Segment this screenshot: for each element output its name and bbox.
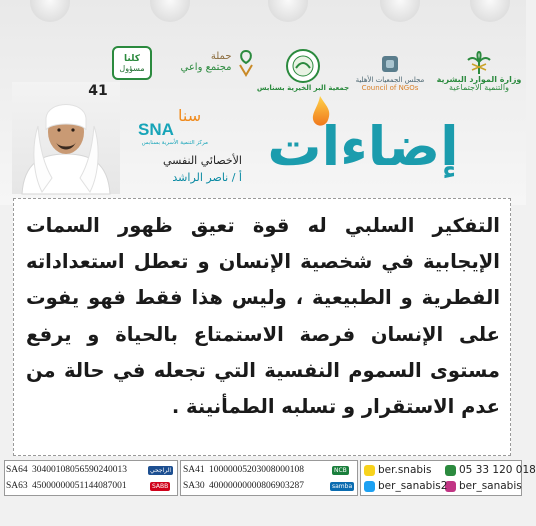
- campaign-line1: حملة: [210, 51, 232, 62]
- bank-name: NCB: [334, 467, 347, 474]
- ministry-name-line2: والتنمية الاجتماعية: [449, 83, 509, 92]
- twitter-icon: [364, 481, 375, 492]
- charity-emblem-icon: [285, 48, 321, 84]
- kulluna-line1: كلنا: [124, 53, 140, 64]
- council-icon: [378, 52, 402, 76]
- account-code: SA64: [6, 465, 28, 475]
- account-code: SA63: [6, 481, 28, 491]
- bank-name: SABB: [152, 483, 169, 490]
- presenter-role: الأخصائي النفسي: [162, 154, 242, 167]
- kulluna-logo: [112, 46, 152, 80]
- body-paragraph: التفكير السلبي له قوة تعيق ظهور السمات الإيجابية في شخصية الإنسان و تعطل استعداداته الفطرية و الطبيعية ، وليس هذا فقط فهو يفوت على الإنسان فرصة الاستمتاع بالحياة و يرفع مستوى السموم النفسية التي تجعله في حالة من عدم الاستقرار و تسلبه الطمأنينة .: [26, 214, 500, 419]
- program-title-text: إضاءات: [267, 115, 459, 178]
- charity-logo: [256, 30, 350, 92]
- presenter-name: أ / ناصر الراشد: [172, 171, 242, 184]
- program-title: [248, 96, 478, 184]
- sna-logo: [138, 108, 208, 152]
- snapchat-icon: [364, 465, 375, 476]
- bank-name: الراجحي: [150, 467, 172, 474]
- campaign-emblem-icon: [236, 47, 256, 77]
- phone-icon: [445, 465, 456, 476]
- campaign-line2: مجتمع واعي: [180, 62, 232, 73]
- council-name-ar: مجلس الجمعيات الأهلية: [355, 76, 425, 84]
- charity-name: جمعية البر الخيرية بسنابس: [256, 84, 350, 92]
- kulluna-line2: مسؤول: [119, 63, 145, 73]
- contact-text: ber_sanabis2: [378, 480, 448, 492]
- council-name-en: Council of NGOs: [361, 84, 419, 92]
- account-number: 40000000000806903287: [209, 481, 304, 491]
- sna-logo-arabic: سنا: [178, 106, 202, 125]
- contact-text: ber.snabis: [378, 464, 432, 476]
- contact-text: ber_sanabis: [459, 480, 522, 492]
- council-logo: [350, 34, 430, 92]
- account-code: SA30: [183, 481, 205, 491]
- bank-name: samba: [332, 483, 353, 490]
- contact-text: 05 33 120 018: [459, 464, 536, 476]
- sna-logo-text: SNA: [138, 120, 174, 139]
- episode-number: 41: [88, 83, 108, 99]
- account-number: 10000005203008000108: [209, 465, 304, 475]
- ministry-logo: [436, 34, 522, 92]
- account-code: SA41: [183, 465, 205, 475]
- account-number: 45000000051144087001: [32, 481, 127, 491]
- campaign-logo: [180, 44, 256, 80]
- palm-icon: [466, 50, 492, 76]
- account-number: 30400108056590240013: [32, 465, 127, 475]
- sna-logo-subtitle: مركز التنمية الأسرية بسنابس: [141, 140, 208, 146]
- ministry-name-line1: وزارة الموارد البشرية: [436, 75, 522, 84]
